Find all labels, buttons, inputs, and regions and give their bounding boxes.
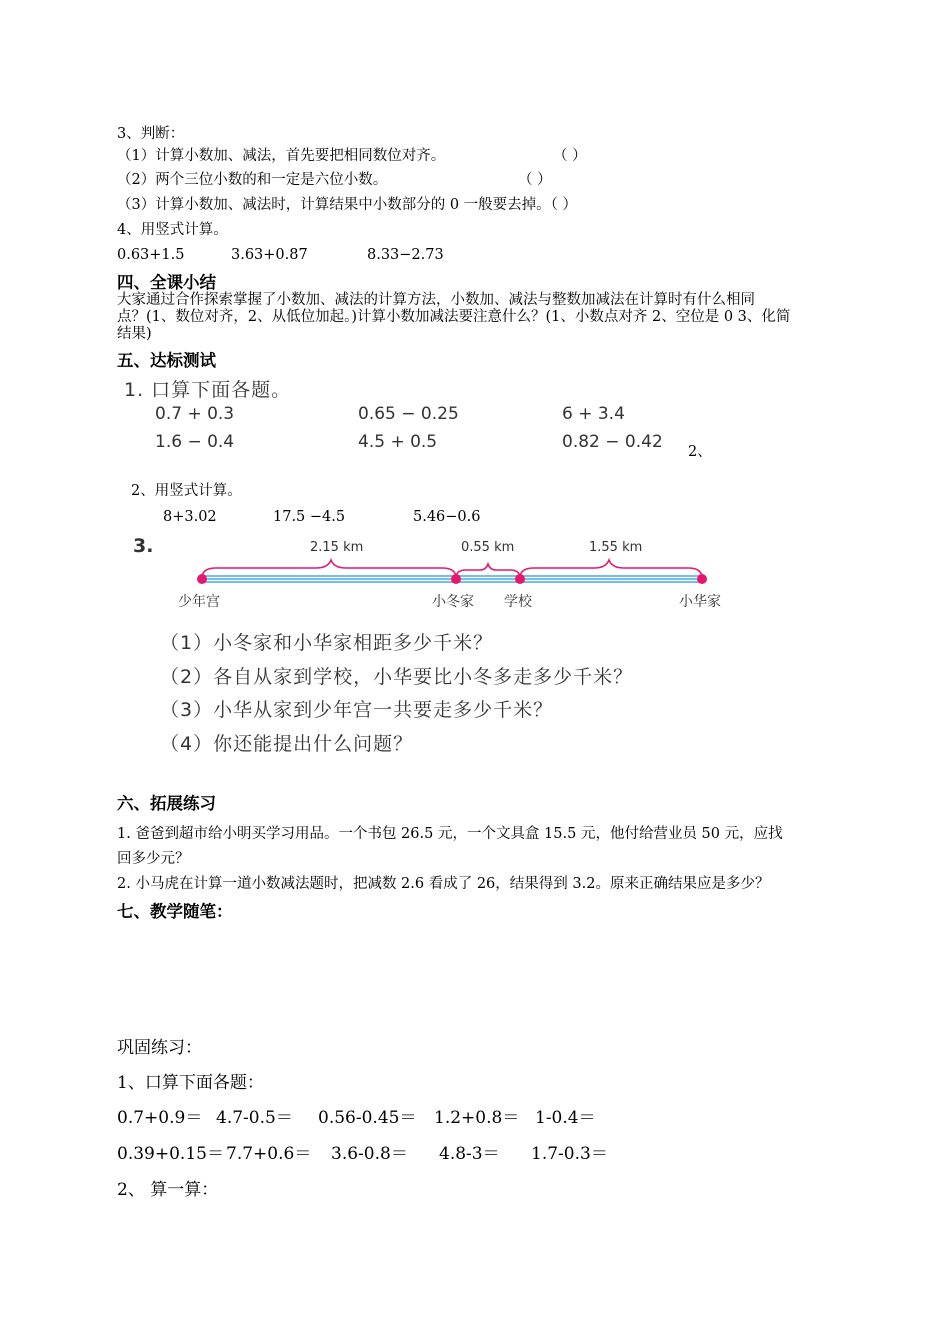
point-youth-palace — [197, 574, 207, 584]
judge-title: 3、判断： — [117, 126, 185, 142]
judge-item-2: （2）两个三位小数的和一定是六位小数。 — [117, 172, 388, 188]
diagram-question: （2）各自从家到学校，小华要比小冬多走多少千米？ — [160, 666, 634, 688]
diagram-question: （1）小冬家和小华家相距多少千米？ — [160, 632, 494, 654]
extend-problem-2: 2. 小马虎在计算一道小数减法题时，把减数 2.6 看成了 26，结果得到 3.2。原来正确结果应是多少？ — [117, 876, 770, 892]
practice-title: 巩固练习： — [117, 1038, 202, 1058]
summary-text-line: 大家通过合作探索掌握了小数加、减法的计算方法，小数加、减法与整数加减法在计算时有什么相同 — [117, 292, 755, 308]
test-heading: 五、达标测试 — [117, 351, 216, 370]
vertical-calc-item: 8+3.02 — [163, 509, 217, 525]
judge-answer-paren-2: （ ） — [518, 172, 552, 188]
oral-calc-item: 1.6 − 0.4 — [155, 432, 235, 452]
place-label: 少年宫 — [178, 594, 220, 610]
diagram-question: （4）你还能提出什么问题？ — [160, 733, 414, 755]
practice-item: 7.7+0.6＝ — [226, 1144, 312, 1164]
summary-heading: 四、全课小结 — [117, 273, 216, 292]
extend-problem-1: 1. 爸爸到超市给小明买学习用品。一个书包 26.5 元，一个文具盒 15.5 元，他付给营业员 50 元，应找 — [117, 826, 783, 842]
practice-item: 1-0.4＝ — [535, 1108, 596, 1128]
judge-answer-paren-1: （ ） — [553, 148, 587, 164]
practice-item: 1.2+0.8＝ — [434, 1108, 520, 1128]
vertical-calc-item: 3.63+0.87 — [231, 247, 308, 263]
vertical-calc-title-2: 2、用竖式计算。 — [131, 483, 242, 499]
point-xiaodong-home — [451, 574, 461, 584]
practice-item: 4.7-0.5＝ — [216, 1108, 293, 1128]
notes-heading: 七、教学随笔： — [117, 902, 233, 921]
practice-item: 0.56-0.45＝ — [318, 1108, 417, 1128]
vertical-calc-title: 4、用竖式计算。 — [117, 222, 228, 238]
vertical-calc-item: 0.63+1.5 — [117, 247, 185, 263]
oral-calc-title: 1. 口算下面各题。 — [124, 379, 292, 401]
practice-q2-title: 2、 算一算： — [117, 1180, 219, 1200]
point-school — [515, 574, 525, 584]
oral-calc-item: 0.7 + 0.3 — [155, 404, 235, 424]
vertical-calc-item: 17.5 −4.5 — [273, 509, 346, 525]
place-label: 小冬家 — [432, 594, 474, 610]
distance-label: 2.15 km — [310, 540, 364, 555]
practice-q1-title: 1、口算下面各题： — [117, 1073, 264, 1093]
point-xiaohua-home — [697, 574, 707, 584]
distance-label: 0.55 km — [461, 540, 515, 555]
practice-item: 1.7-0.3＝ — [531, 1144, 608, 1164]
practice-item: 4.8-3＝ — [439, 1144, 500, 1164]
extend-heading: 六、拓展练习 — [117, 794, 216, 813]
oral-calc-item: 6 + 3.4 — [562, 404, 625, 424]
oral-calc-item: 0.82 − 0.42 — [562, 432, 663, 452]
practice-item: 3.6-0.8＝ — [331, 1144, 408, 1164]
oral-calc-item: 4.5 + 0.5 — [358, 432, 438, 452]
vertical-calc-item: 5.46−0.6 — [413, 509, 481, 525]
trailing-number: 2、 — [688, 444, 712, 460]
judge-item-3: （3）计算小数加、减法时，计算结果中小数部分的 0 一般要去掉。（ ） — [117, 197, 578, 213]
summary-text-line: 点？(1、数位对齐，2、从低位加起。)计算小数加减法要注意什么？(1、小数点对齐 2、空位是 0 3、化简 — [117, 309, 791, 325]
summary-text-line: 结果) — [117, 326, 152, 342]
question-number-3: 3. — [133, 535, 154, 557]
oral-calc-item: 0.65 − 0.25 — [358, 404, 459, 424]
place-label: 学校 — [504, 594, 532, 610]
distance-label: 1.55 km — [589, 540, 643, 555]
vertical-calc-item: 8.33−2.73 — [367, 247, 444, 263]
extend-problem-1-cont: 回多少元？ — [117, 851, 190, 867]
diagram-question: （3）小华从家到少年宫一共要走多少千米？ — [160, 699, 554, 721]
practice-item: 0.7+0.9＝ — [117, 1108, 203, 1128]
practice-item: 0.39+0.15＝ — [117, 1144, 224, 1164]
judge-item-1: （1）计算小数加、减法，首先要把相同数位对齐。 — [117, 148, 446, 164]
place-label: 小华家 — [679, 594, 721, 610]
